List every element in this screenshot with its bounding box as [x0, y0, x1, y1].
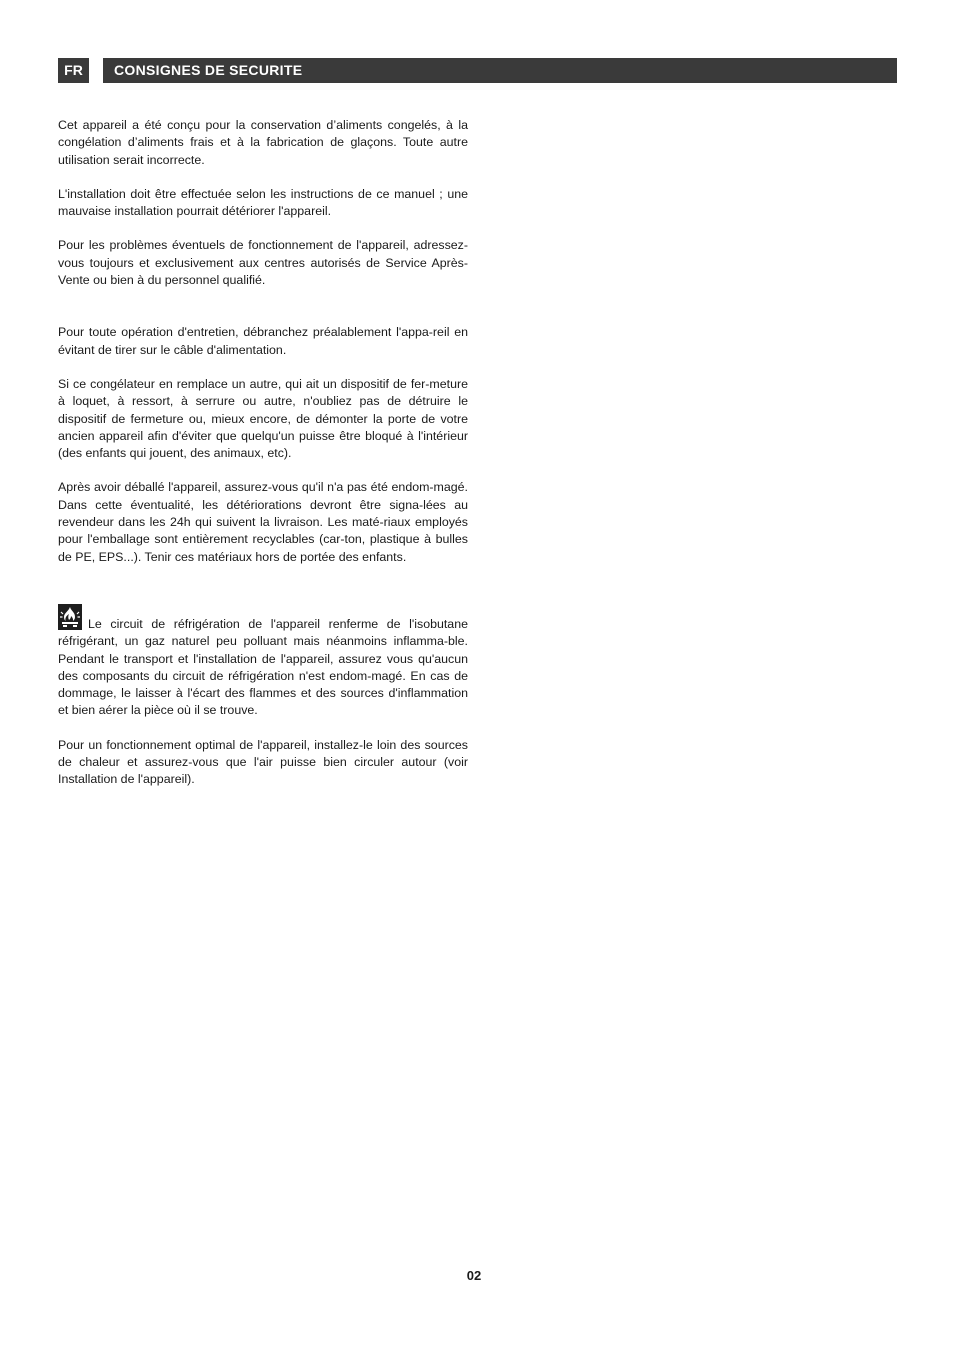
- paragraph-installation: L'installation doit être effectuée selon les instructions de ce manuel ; une mauvaise installation pourrait détériorer l'appareil.: [58, 186, 468, 219]
- section-header: [58, 58, 897, 83]
- language-badge: FR: [58, 58, 89, 83]
- section-title: CONSIGNES DE SECURITE: [103, 58, 897, 83]
- paragraph-service: Pour les problèmes éventuels de fonctionnement de l'appareil, adressez-vous toujours et exclusivement aux centres autorisés de Service Après-Vente ou bien à du personnel qualifié.: [58, 238, 468, 288]
- paragraph-ventilation: Pour un fonctionnement optimal de l'appareil, installez-le loin des sources de chaleur et assurez-vous que l'air puisse bien circuler autour (voir Installation de l'appareil).: [58, 737, 468, 787]
- paragraph-old-appliance: Si ce congélateur en remplace un autre, qui ait un dispositif de fer-meture à loquet, à ressort, à serrure ou autre, n'oubliez pas de détruire le dispositif de fermeture ou, mieux encore, de démonter la porte de votre ancien appareil afin d'éviter que quelqu'un puisse être bloqué à l'intérieur (des enfants qui jouent, des animaux, etc).: [58, 376, 468, 461]
- safety-instructions: [58, 117, 468, 789]
- page-number: 02: [466, 1268, 482, 1283]
- paragraph-refrigerant-warning: [58, 604, 468, 720]
- paragraph-maintenance: Pour toute opération d'entretien, débranchez préalablement l'appa-reil en évitant de tirer sur le câble d'alimentation.: [58, 325, 468, 357]
- flammable-icon: [58, 604, 82, 630]
- paragraph-intended-use: Cet appareil a été conçu pour la conservation d’aliments congelés, à la congélation d’aliments frais et à la fabrication de glaçons. Toute autre utilisation serait incorrecte.: [58, 118, 468, 167]
- refrigerant-warning-text: Le circuit de réfrigération de l'appareil renferme de l'isobutane réfrigérant, un gaz naturel peu polluant mais néanmoins inflamma-ble. Pendant le transport et l'installation de l'appareil, assurez vous qu'aucun des composants du circuit de réfrigération n'est endom-magé. En cas de dommage, le laisser à l'écart des flammes et des sources d'inflammation et bien aérer la pièce où il se trouve.: [58, 616, 468, 718]
- paragraph-unpacking: Après avoir déballé l'appareil, assurez-vous qu'il n'a pas été endom-magé. Dans cette éventualité, les détériorations devront être signa-lées au revendeur dans les 24h qui suivent la livraison. Les maté-riaux employés pour l'emballage sont entièrement recyclables (car-ton, plastique à bulles de PE, EPS...). Tenir ces matériaux hors de portée des enfants.: [58, 480, 468, 564]
